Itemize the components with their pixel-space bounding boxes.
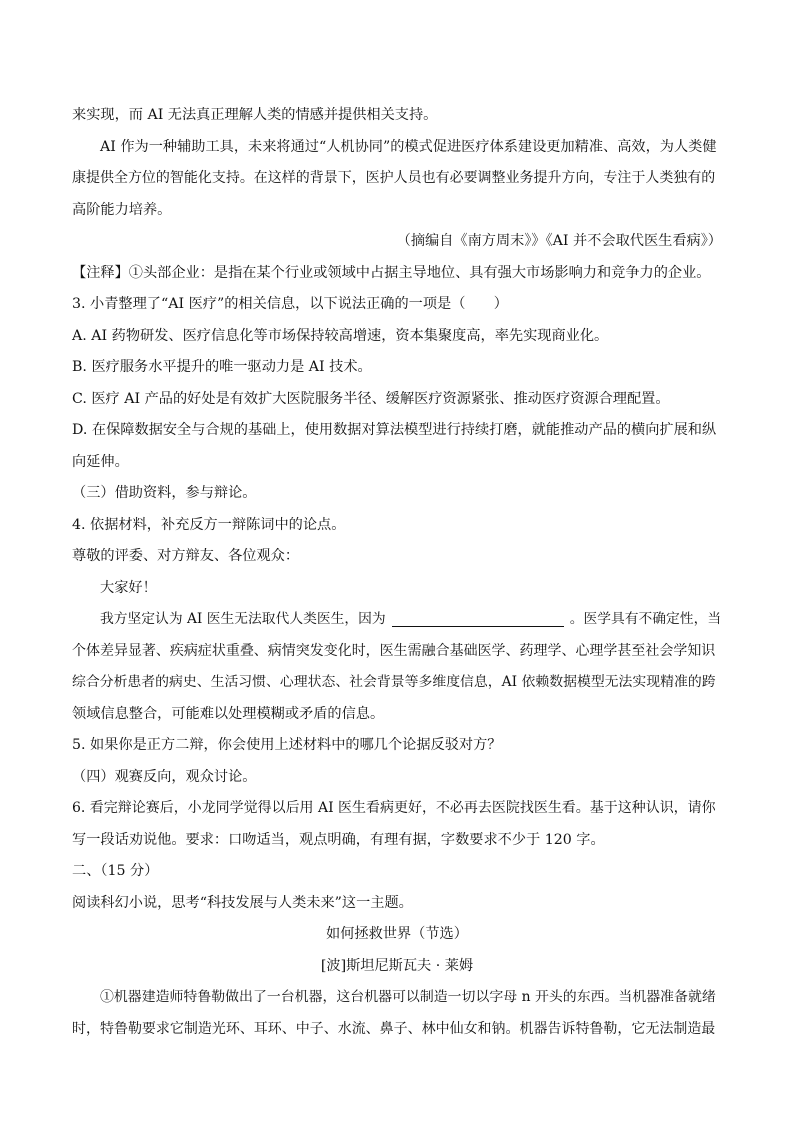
hello-line: 大家好！ — [100, 579, 157, 596]
story-author: [波]斯坦尼斯瓦夫 · 莱姆 — [320, 957, 474, 974]
paragraph-line: 康提供全方位的智能化支持。在这样的背景下，医护人员也有必要调整业务提升方向，专注于人类独有的 — [72, 170, 716, 186]
speech-line: 个体差异显著、疾病症状重叠、病情突发变化时，医生需融合基础医学、药理学、心理学甚至社会学知识 — [72, 642, 716, 659]
question-3: 3. 小青整理了“AI 医疗”的相关信息，以下说法正确的一项是（ ） — [72, 296, 508, 312]
greeting: 尊敬的评委、对方辩友、各位观众： — [72, 548, 300, 564]
paragraph-line: 来实现，而 AI 无法真正理解人类的情感并提供相关支持。 — [72, 107, 438, 123]
paragraph-line: 高阶能力培养。 — [72, 201, 172, 218]
option-c: C. 医疗 AI 产品的好处是有效扩大医院服务半径、缓解医疗资源紧张、推动医疗资源合理配置。 — [72, 390, 670, 407]
question-6: 6. 看完辩论赛后，小龙同学觉得以后用 AI 医生看病更好，不必再去医院找医生看。基于这种认识，请你 — [72, 800, 716, 816]
option-a: A. AI 药物研发、医疗信息化等市场保持较高增速，资本集聚度高，率先实现商业化。 — [72, 327, 609, 344]
speech-text: 我方坚定认为 AI 医生无法取代人类医生，因为 — [100, 611, 386, 627]
source-citation: （摘编自《南方周末》》《AI 并不会取代医生看病》） — [396, 233, 722, 249]
section-heading: （三）借助资料，参与辩论。 — [72, 485, 257, 501]
speech-line — [72, 604, 722, 636]
speech-line: 综合分析患者的病史、生活习惯、心理状态、社会背景等多维度信息，AI 依赖数据模型无法实现精准的跨 — [72, 674, 716, 690]
story-title: 如何拯救世界（节选） — [326, 926, 468, 942]
document-page — [72, 100, 722, 1045]
part-intro: 阅读科幻小说，思考“科技发展与人类未来”这一主题。 — [72, 894, 413, 911]
footnote: 【注释】①头部企业：是指在某个行业或领域中占据主导地位、具有强大市场影响力和竞争力的企业。 — [72, 264, 711, 281]
speech-text: 。医学具有不确定性，当 — [569, 611, 722, 627]
option-d: D. 在保障数据安全与合规的基础上，使用数据对算法模型进行持续打磨，就能推动产品的横向扩展和纵 — [72, 422, 717, 438]
speech-line: 领域信息整合，可能难以处理模糊或矛盾的信息。 — [72, 705, 385, 722]
question-4: 4. 依据材料，补充反方一辩陈词中的论点。 — [72, 516, 346, 533]
story-line: ①机器建造师特鲁勒做出了一台机器，这台机器可以制造一切以字母 n 开头的东西。当机器准备就绪 — [100, 989, 716, 1005]
option-b: B. 医疗服务水平提升的唯一驱动力是 AI 技术。 — [72, 359, 372, 375]
paragraph-line: AI 作为一种辅助工具，未来将通过“人机协同”的模式促进医疗体系建设更加精准、高效，为人类健 — [100, 138, 717, 155]
story-line: 时，特鲁勒要求它制造光环、耳环、中子、水流、鼻子、林中仙女和钠。机器告诉特鲁勒，它无法制造最 — [72, 1020, 716, 1037]
option-d-cont: 向延伸。 — [72, 453, 129, 470]
answer-blank[interactable] — [392, 608, 564, 627]
part-heading: 二、（15 分） — [72, 863, 159, 879]
section-heading: （四）观赛反向，观众讨论。 — [72, 768, 257, 785]
question-6-cont: 写一段话劝说他。要求：口吻适当，观点明确，有理有据，字数要求不少于 120 字。 — [72, 831, 605, 848]
question-5: 5. 如果你是正方二辩，你会使用上述材料中的哪几个论据反驳对方？ — [72, 737, 502, 753]
